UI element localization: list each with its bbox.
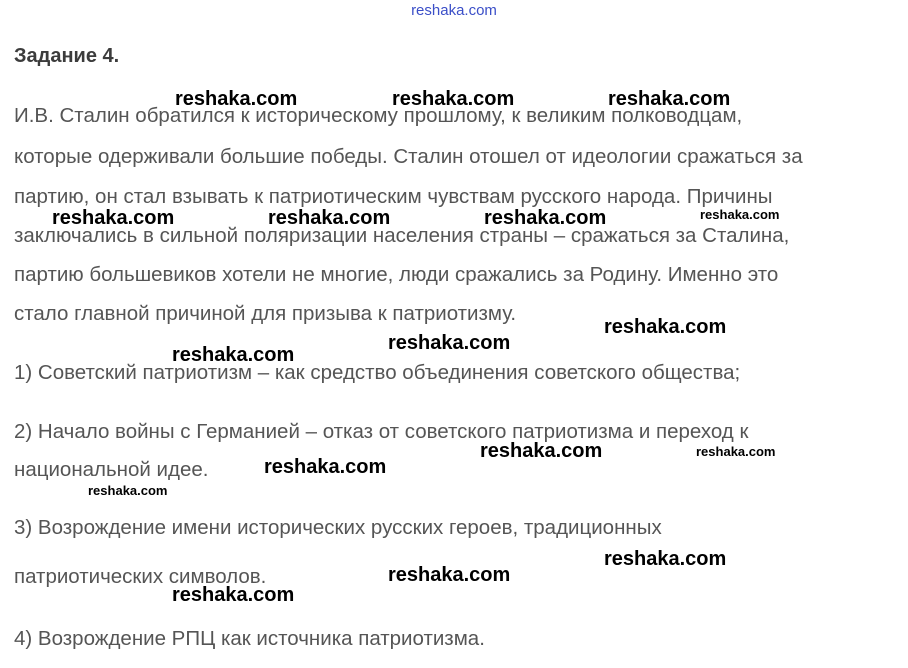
paragraph-line: партию, он стал взывать к патриотическим чувствам русского народа. Причины (14, 185, 773, 208)
watermark-text: reshaka.com (264, 456, 387, 478)
paragraph-line: заключались в сильной поляризации населения страны – сражаться за Сталина, (14, 224, 790, 247)
watermark-text: reshaka.com (88, 483, 168, 498)
watermark-text: reshaka.com (480, 440, 603, 462)
watermark-text: reshaka.com (608, 88, 731, 110)
watermark-text: reshaka.com (604, 316, 727, 338)
watermark-text: reshaka.com (696, 444, 776, 459)
site-header-watermark: reshaka.com (411, 2, 497, 19)
task-title: Задание 4. (14, 45, 120, 67)
watermark-text: reshaka.com (604, 548, 727, 570)
paragraph-line: стало главной причиной для призыва к патриотизму. (14, 302, 517, 325)
paragraph-line: которые одерживали большие победы. Сталин отошел от идеологии сражаться за (14, 145, 803, 168)
answer-item-4: 4) Возрождение РПЦ как источника патриотизма. (14, 627, 485, 650)
watermark-text: reshaka.com (268, 207, 391, 229)
watermark-text: reshaka.com (388, 332, 511, 354)
answer-item-2: 2) Начало войны с Германией – отказ от советского патриотизма и переход к (14, 420, 749, 443)
watermark-text: reshaka.com (52, 207, 175, 229)
watermark-text: reshaka.com (700, 207, 780, 222)
answer-item-3: 3) Возрождение имени исторических русских героев, традиционных (14, 516, 662, 539)
watermark-text: reshaka.com (388, 564, 511, 586)
watermark-text: reshaka.com (392, 88, 515, 110)
answer-item-2-continuation: национальной идее. (14, 458, 209, 481)
paragraph-line: партию большевиков хотели не многие, люди сражались за Родину. Именно это (14, 263, 779, 286)
answer-item-3-continuation: патриотических символов. (14, 565, 267, 588)
watermark-text: reshaka.com (484, 207, 607, 229)
watermark-text: reshaka.com (175, 88, 298, 110)
paragraph-line: И.В. Сталин обратился к историческому прошлому, к великим полководцам, (14, 104, 743, 127)
watermark-text: reshaka.com (172, 344, 295, 366)
answer-item-1: 1) Советский патриотизм – как средство объединения советского общества; (14, 361, 741, 384)
watermark-text: reshaka.com (172, 584, 295, 606)
